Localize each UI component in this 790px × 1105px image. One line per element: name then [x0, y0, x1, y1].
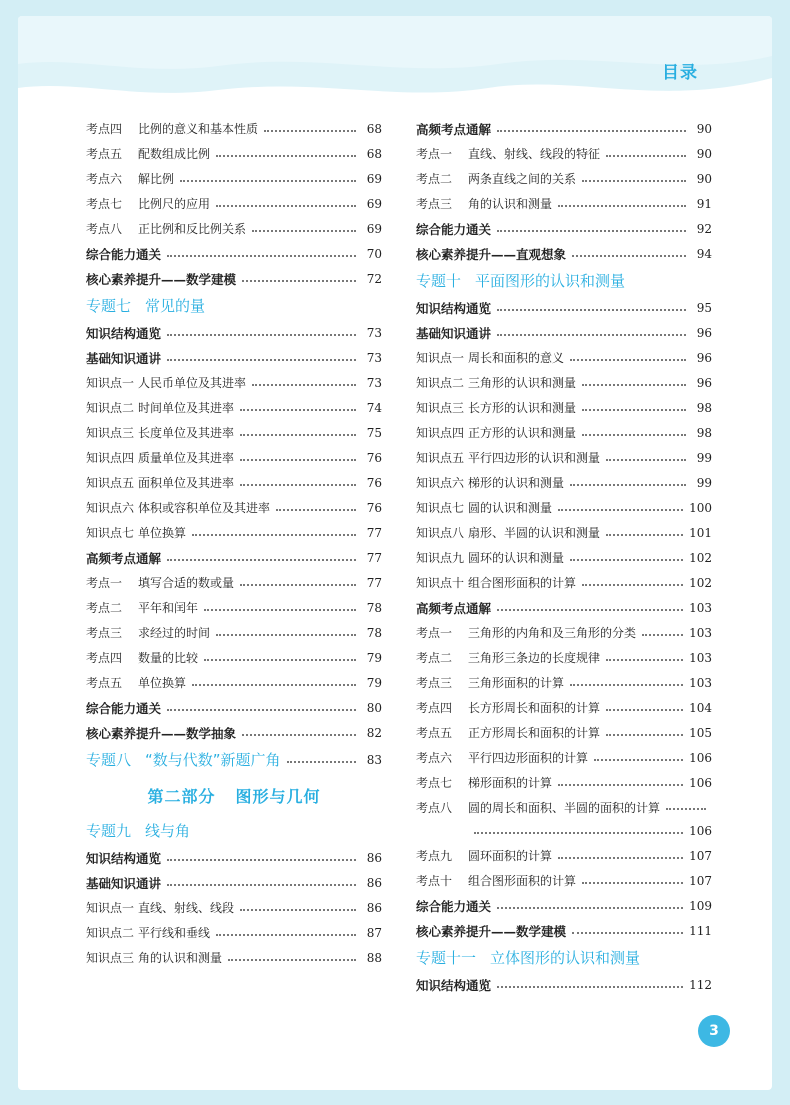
toc-title: 目录 [662, 63, 698, 83]
toc-entry[interactable]: 考点五 单位换算 79 [86, 675, 382, 690]
toc-section[interactable]: 基础知识通讲 96 [416, 325, 712, 341]
toc-entry[interactable]: 考点六 解比例 69 [86, 171, 382, 186]
toc-entry[interactable]: 考点二 两条直线之间的关系 90 [416, 171, 712, 186]
toc-entry[interactable]: 考点七 比例尺的应用 69 [86, 196, 382, 211]
toc-entry[interactable]: 考点四 比例的意义和基本性质 68 [86, 121, 382, 136]
toc-entry[interactable]: 考点八 正比例和反比例关系 69 [86, 221, 382, 236]
toc-entry[interactable]: 知识点一 周长和面积的意义 96 [416, 350, 712, 365]
toc-entry[interactable]: 知识点九 圆环的认识和测量 102 [416, 550, 712, 565]
toc-section[interactable]: 知识结构通览 95 [416, 300, 712, 316]
toc-section[interactable]: 知识结构通览 112 [416, 977, 712, 993]
toc-entry[interactable]: 考点二 平年和闰年 78 [86, 600, 382, 615]
toc-topic-heading[interactable]: 专题十 平面图形的认识和测量 [416, 272, 626, 290]
toc-entry[interactable]: 知识点六 体积或容积单位及其进率 76 [86, 500, 382, 515]
toc-section[interactable]: 高频考点通解 103 [416, 600, 712, 616]
toc-section[interactable]: 知识结构通览 86 [86, 850, 382, 866]
header-band [18, 16, 772, 108]
toc-entry[interactable]: 考点二 三角形三条边的长度规律 103 [416, 650, 712, 665]
toc-entry[interactable]: 考点七 梯形面积的计算 106 [416, 775, 712, 790]
toc-entry[interactable]: 知识点五 平行四边形的认识和测量 99 [416, 450, 712, 465]
toc-entry[interactable]: 考点八 圆的周长和面积、半圆的面积的计算 [416, 795, 712, 819]
toc-section[interactable]: 基础知识通讲 73 [86, 350, 382, 366]
toc-entry[interactable]: 知识点四 正方形的认识和测量 98 [416, 425, 712, 440]
toc-topic-heading[interactable]: 专题七 常见的量 [86, 297, 206, 315]
toc-entry[interactable]: 考点四 长方形周长和面积的计算 104 [416, 700, 712, 715]
toc-entry[interactable]: 知识点二 时间单位及其进率 74 [86, 400, 382, 415]
toc-entry[interactable]: 知识点六 梯形的认识和测量 99 [416, 475, 712, 490]
toc-entry[interactable]: 知识点八 扇形、半圆的认识和测量 101 [416, 525, 712, 540]
toc-entry[interactable]: 考点一 三角形的内角和及三角形的分类 103 [416, 625, 712, 640]
toc-topic-heading[interactable]: 专题十一 立体图形的认识和测量 [416, 949, 641, 967]
toc-section[interactable]: 核心素养提升——数学抽象 82 [86, 725, 382, 741]
toc-entry[interactable]: 考点五 正方形周长和面积的计算 105 [416, 725, 712, 740]
toc-topic-heading[interactable]: 专题九 线与角 [86, 822, 191, 840]
page-number-badge: 3 [698, 1015, 730, 1047]
toc-entry[interactable]: 知识点三 角的认识和测量 88 [86, 950, 382, 965]
toc-entry[interactable]: 知识点三 长度单位及其进率 75 [86, 425, 382, 440]
part-heading: 第二部分 图形与几何 [147, 786, 321, 806]
toc-section[interactable]: 综合能力通关 109 [416, 898, 712, 914]
toc-entry[interactable]: 知识点十 组合图形面积的计算 102 [416, 575, 712, 590]
toc-right-column [416, 116, 712, 997]
toc-entry[interactable]: 考点五 配数组成比例 68 [86, 146, 382, 161]
toc-entry[interactable]: 知识点三 长方形的认识和测量 98 [416, 400, 712, 415]
header-wave [18, 16, 772, 108]
toc-section[interactable]: 核心素养提升——数学建模 111 [416, 923, 712, 939]
toc-entry[interactable]: 知识点五 面积单位及其进率 76 [86, 475, 382, 490]
toc-entry-continued[interactable]: 106 [416, 819, 712, 843]
toc-entry[interactable]: 知识点七 单位换算 77 [86, 525, 382, 540]
toc-entry[interactable]: 考点一 直线、射线、线段的特征 90 [416, 146, 712, 161]
toc-section[interactable]: 综合能力通关 92 [416, 221, 712, 237]
toc-entry[interactable]: 考点十 组合图形面积的计算 107 [416, 873, 712, 888]
toc-entry[interactable]: 考点四 数量的比较 79 [86, 650, 382, 665]
toc-section[interactable]: 知识结构通览 73 [86, 325, 382, 341]
toc-left-column [86, 116, 382, 970]
toc-entry[interactable]: 知识点二 平行线和垂线 87 [86, 925, 382, 940]
toc-section[interactable]: 核心素养提升——直观想象 94 [416, 246, 712, 262]
toc-entry[interactable]: 知识点一 直线、射线、线段 86 [86, 900, 382, 915]
toc-entry[interactable]: 考点三 求经过的时间 78 [86, 625, 382, 640]
toc-section[interactable]: 核心素养提升——数学建模 72 [86, 271, 382, 287]
toc-entry[interactable]: 知识点四 质量单位及其进率 76 [86, 450, 382, 465]
toc-entry[interactable]: 考点六 平行四边形面积的计算 106 [416, 750, 712, 765]
toc-entry[interactable]: 考点三 三角形面积的计算 103 [416, 675, 712, 690]
toc-section[interactable]: 基础知识通讲 86 [86, 875, 382, 891]
toc-section[interactable]: 高频考点通解 77 [86, 550, 382, 566]
toc-entry[interactable]: 考点三 角的认识和测量 91 [416, 196, 712, 211]
toc-topic-heading[interactable]: 专题八 “数与代数”新题广角 83 [86, 751, 382, 769]
toc-entry[interactable]: 考点九 圆环面积的计算 107 [416, 848, 712, 863]
toc-entry[interactable]: 考点一 填写合适的数或量 77 [86, 575, 382, 590]
toc-entry[interactable]: 知识点一 人民币单位及其进率 73 [86, 375, 382, 390]
toc-section[interactable]: 高频考点通解 90 [416, 121, 712, 137]
toc-section[interactable]: 综合能力通关 70 [86, 246, 382, 262]
toc-entry[interactable]: 知识点七 圆的认识和测量 100 [416, 500, 712, 515]
toc-section[interactable]: 综合能力通关 80 [86, 700, 382, 716]
toc-entry[interactable]: 知识点二 三角形的认识和测量 96 [416, 375, 712, 390]
